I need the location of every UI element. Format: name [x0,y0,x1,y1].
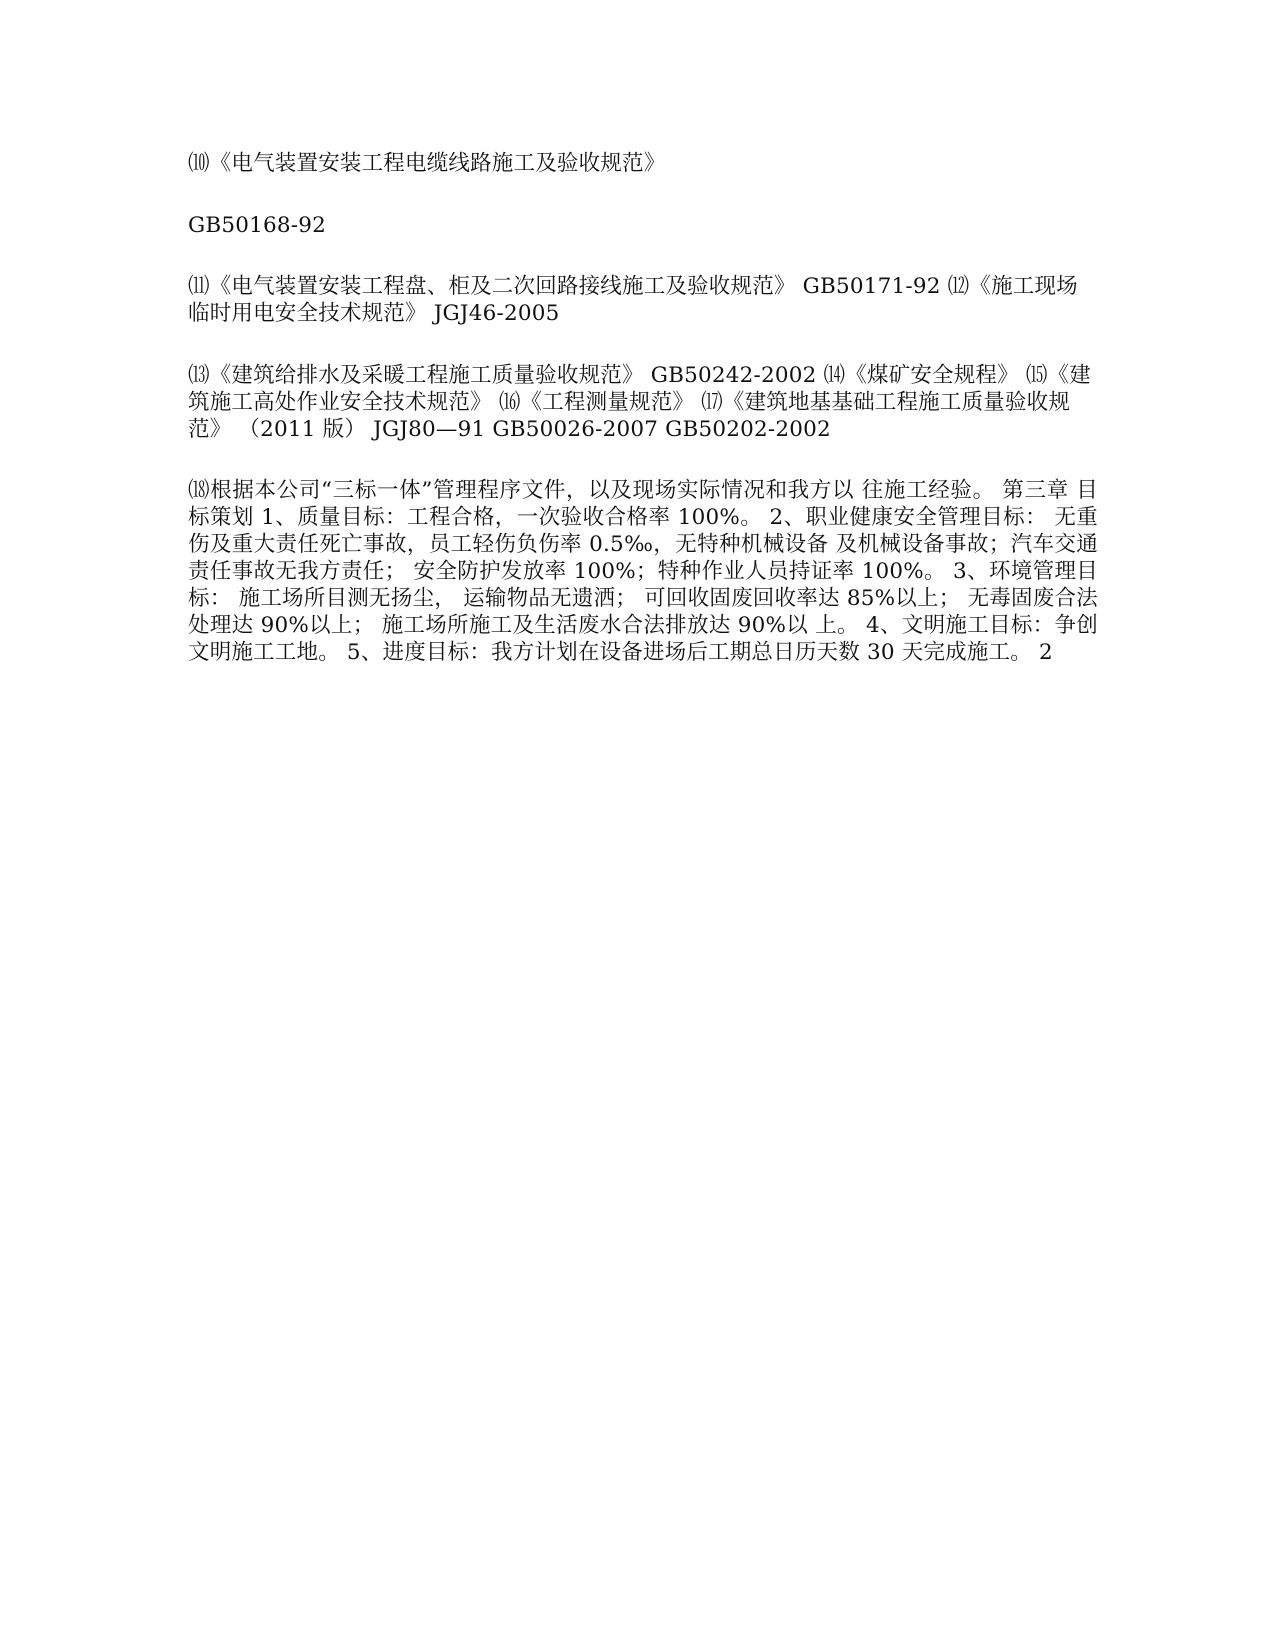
paragraph-standard-code: GB50168-92 [188,213,326,238]
paragraph-standards-11-12: ⑾《电气装置安装工程盘、柜及二次回路接线施工及验收规范》 GB50171-92 ⑿《施工现场临时用电安全技术规范》 JGJ46-2005 [188,274,1078,326]
paragraph-objectives: ⒅根据本公司“三标一体”管理程序文件，以及现场实际情况和我方以 往施工经验。 第三章 目标策划 1、质量目标：工程合格，一次验收合格率 100%。 2、职业健康安全管理目标： 无重伤及重大责任死亡事故，员工轻伤负伤率 0.5‰，无特种机械设备 及机械设备事故；汽车交通责任事故无我方责任； 安全防护发放率 100%；特种作业人员持证率 100%。 3、环境管理目标： 施工场所目测无扬尘， 运输物品无遗洒； 可回收固废回收率达 85%以上； 无毒固废合法处理达 90%以上； 施工场所施工及生活废水合法排放达 90%以 上。 4、文明施工目标：争创文明施工工地。 5、进度目标：我方计划在设备进场后工期总日历天数 30 天完成施工。 2 [188,478,1098,665]
paragraph-standard-10: ⑽《电气装置安装工程电缆线路施工及验收规范》 [188,151,666,176]
paragraph-standards-13-17: ⒀《建筑给排水及采暖工程施工质量验收规范》 GB50242-2002 ⒁《煤矿安全规程》 ⒂《建筑施工高处作业安全技术规范》 ⒃《工程测量规范》 ⒄《建筑地基基础工程施工质量验收规范》 （2011 版） JGJ80—91 GB50026-2007 GB50202-2002 [188,363,1091,442]
